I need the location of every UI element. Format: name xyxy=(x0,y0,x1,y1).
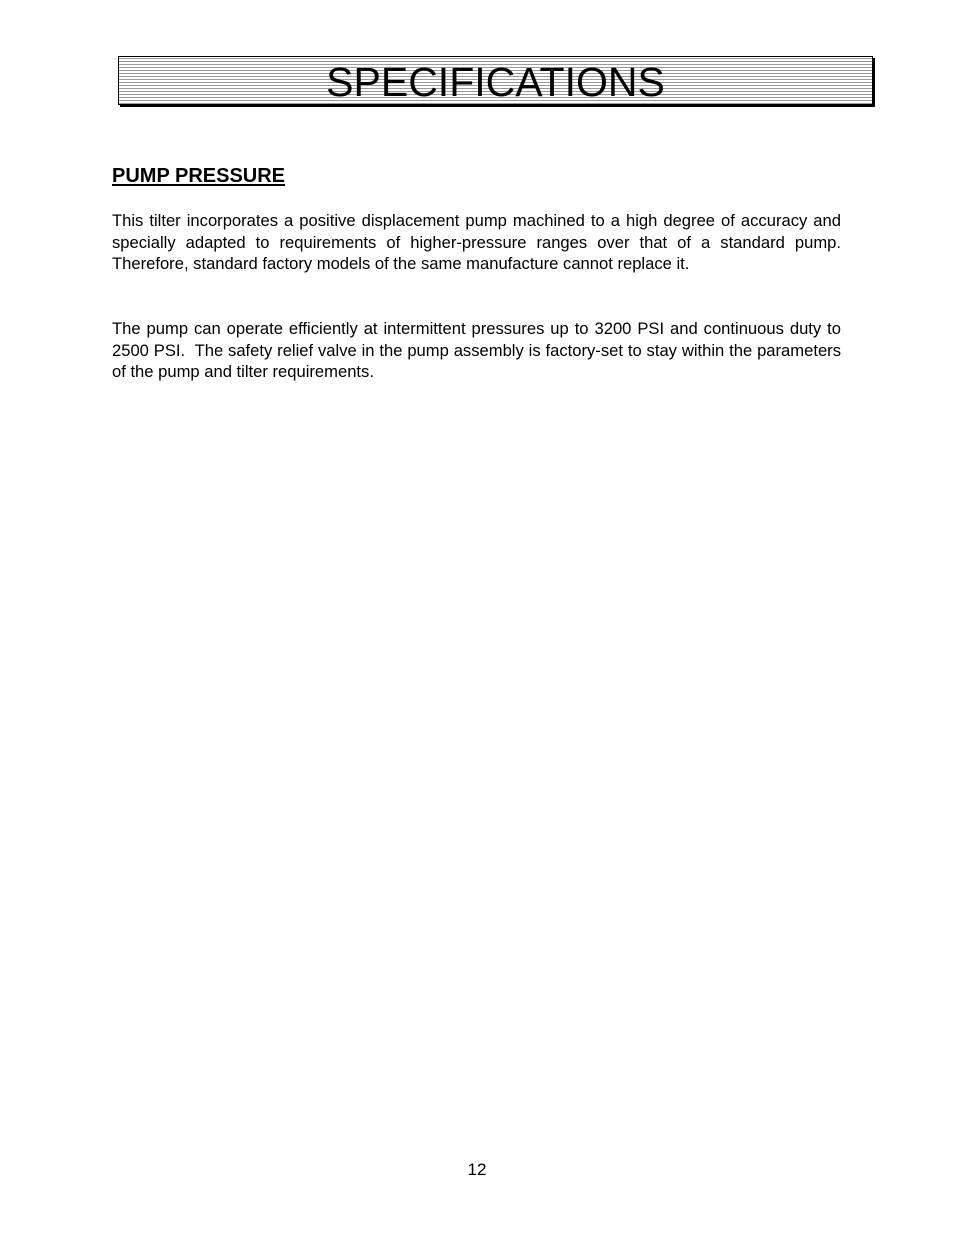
section-heading: PUMP PRESSURE xyxy=(112,165,286,187)
page-number: 12 xyxy=(467,1160,487,1179)
paragraph: The pump can operate efficiently at intermittent pressures up to 3200 PSI and continuous duty to 2500 PSI. The safety relief valve in the pump assembly is factory-set to stay within the parameters of the pump and tilter requirements. xyxy=(112,319,846,381)
page-title: SPECIFICATIONS xyxy=(326,59,665,105)
paragraph: This tilter incorporates a positive displacement pump machined to a high degree of accuracy and specially adapted to requirements of higher-pressure ranges over that of a standard pump. Therefore, standard factory models of the same manufacture cannot replace it. xyxy=(112,211,851,273)
title-banner xyxy=(118,56,873,105)
